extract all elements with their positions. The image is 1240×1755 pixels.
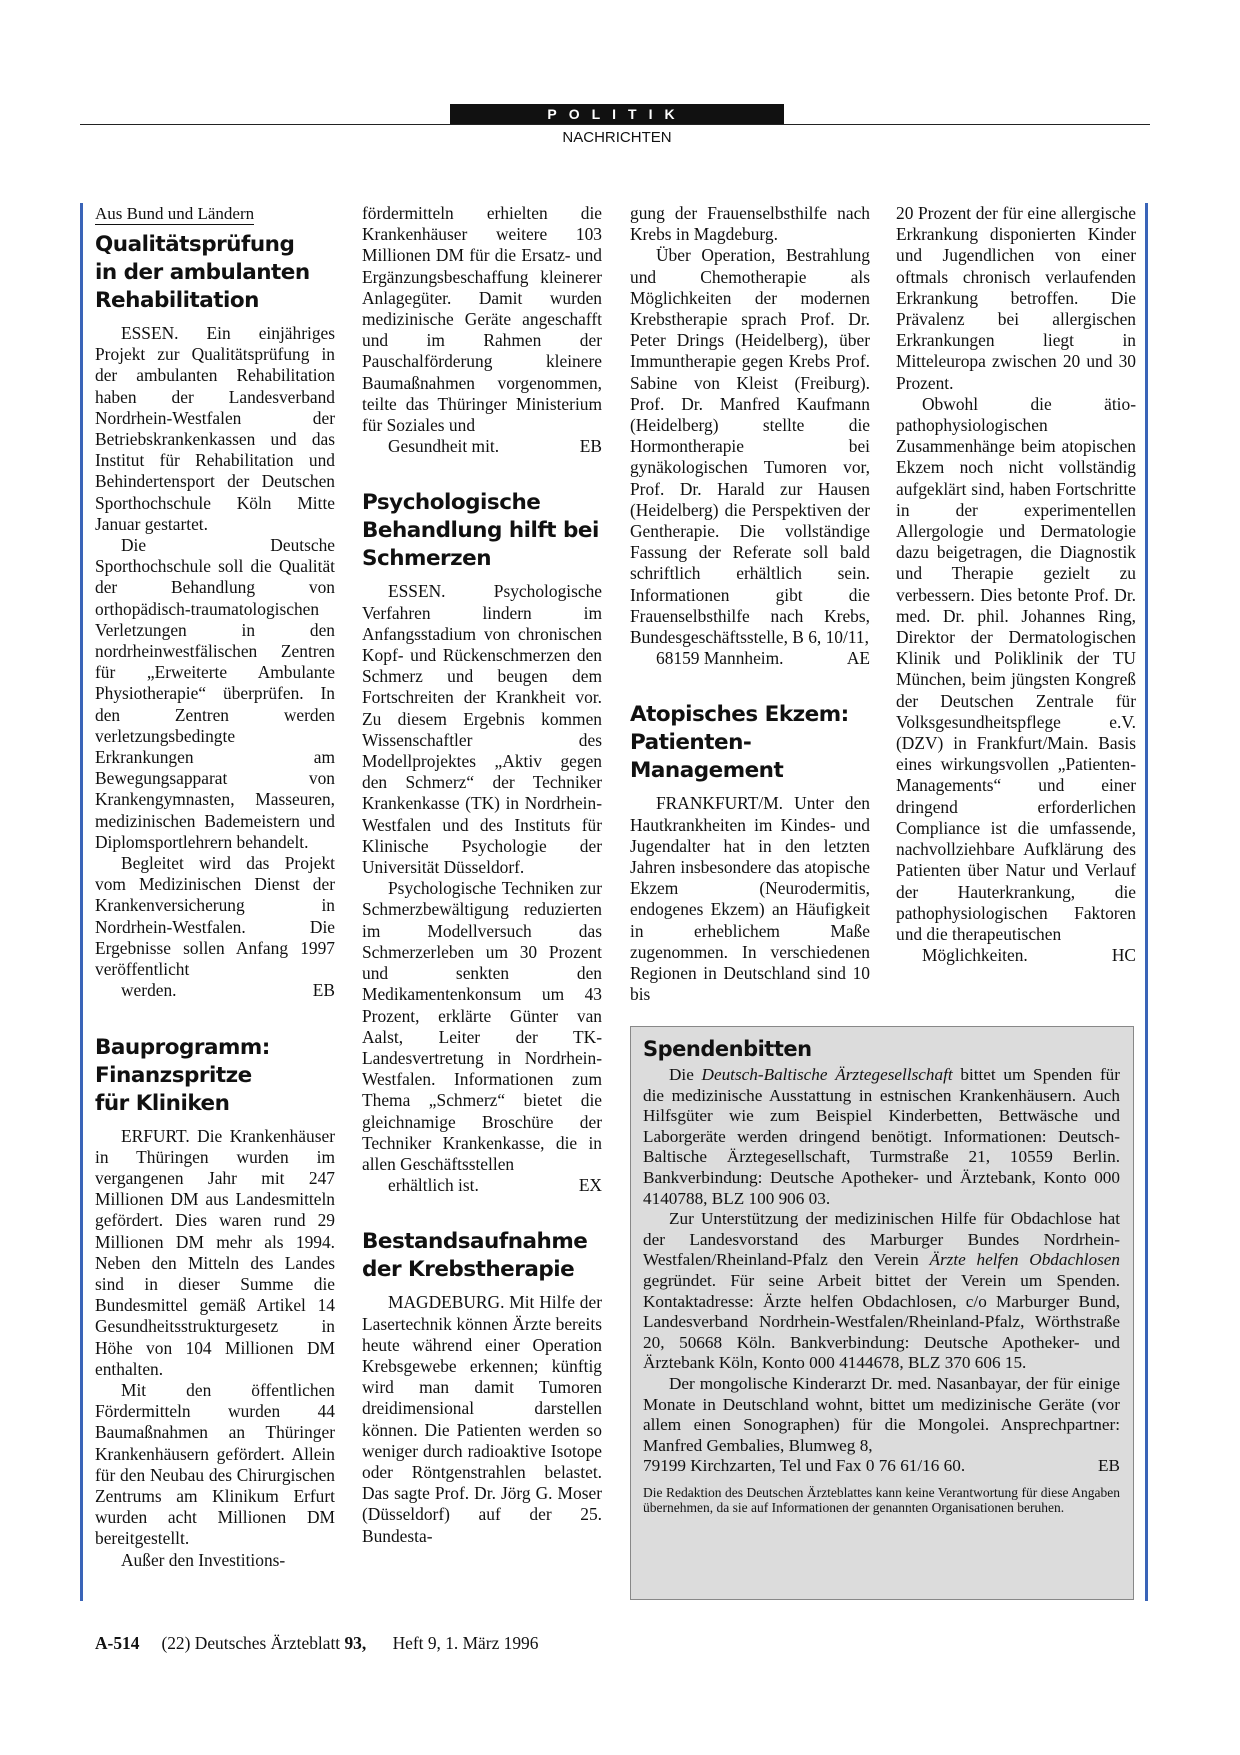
header-rule <box>80 124 1150 125</box>
author-signature: EB <box>1098 1456 1120 1476</box>
article-paragraph: 20 Prozent der für eine allergische Erkrankung disponierten Kinder und Jugendlichen von einer oftmals chronisch verlaufenden Erkrankung betroffen. Die Prävalenz bei allergischen Erkrankungen liegt in Mitteleuropa zwischen 20 und 30 Prozent. <box>896 203 1136 393</box>
box-paragraph: Zur Unterstützung der medizinischen Hilfe für Obdachlose hat der Landesvorstand des Marburger Bundes Nordrhein-Westfalen/Rheinland-Pfalz den Verein Ärzte helfen Obdachlosen gegründet. Für seine Arbeit bittet der Verein um Spenden. Kontaktadresse: Ärzte helfen Obdachlosen, c/o Marburger Bund, Landesverband Nordrhein-Westfalen/Rheinland-Pfalz, Wörthstraße 20, 50668 Köln. Bankverbindung: Deutsche Apotheker- und Ärztebank Köln, Konto 000 4144678, BLZ 370 606 15. <box>643 1209 1120 1373</box>
article-paragraph-end: 68159 Mannheim. AE <box>656 648 870 669</box>
article-paragraph: ESSEN. Ein einjähriges Projekt zur Qualitätsprüfung in der ambulanten Rehabilitation haben der Landesverband Nordrhein-Westfalen der Betriebskrankenkassen und das Institut für Rehabilitation und Behindertensport der Deutschen Sporthochschule Köln Mitte Januar gestartet. <box>95 323 335 534</box>
article-title-bauprogramm: Bauprogramm: Finanzspritze für Kliniken <box>95 1034 270 1116</box>
article-paragraph: ERFURT. Die Krankenhäuser in Thüringen wurden im vergangenen Jahr mit 247 Millionen DM aus Landesmitteln gefördert. Dies waren rund 29 Millionen DM mehr als 1994. Neben den Mitteln des Landes sind in dieser Summe die Bundesmittel gemäß Artikel 14 Gesundheitsstrukturgesetz in Höhe von 104 Millionen DM enthalten. <box>95 1125 335 1379</box>
article-paragraph: gung der Frauenselbsthilfe nach Krebs in Magdeburg. <box>630 203 870 245</box>
author-signature: HC <box>1111 945 1136 966</box>
article-title-krebstherapie: Bestandsaufnahme der Krebstherapie <box>362 1229 588 1283</box>
article-title-atopisches-ekzem: Atopisches Ekzem: Patienten-Management <box>630 702 849 784</box>
article-paragraph-end: werden. EB <box>121 980 335 1001</box>
kicker: Aus Bund und Ländern <box>95 204 255 223</box>
citation: (22) Deutsches Ärzteblatt 93, Heft 9, 1. März 1996 <box>161 1633 539 1653</box>
donation-box <box>630 1026 1134 1600</box>
author-signature: EB <box>312 980 335 1001</box>
column-marker-right <box>1145 203 1148 1601</box>
article-paragraph-end: erhältlich ist. EX <box>388 1175 602 1196</box>
article-paragraph: Die Deutsche Sporthochschule soll die Qualität der Behandlung von orthopädisch-traumatologischen Verletzungen in den nordrheinwestfälischen Zentren für „Erweiterte Ambulante Physiotherapie“ überprüfen. In den Zentren werden verletzungsbedingte Erkrankungen am Bewegungsapparat von Krankengymnasten, Masseuren, medizinischen Bademeistern und Diplomsportlehrern behandelt. <box>95 535 335 852</box>
article-paragraph: Psychologische Techniken zur Schmerzbewältigung reduzierten im Modellversuch das Schmerzerleben um 30 Prozent und senkten den Medikamentenkonsum um 43 Prozent, erklärte Günter van Aalst, Leiter der TK-Landesvertretung in Nordrhein-Westfalen. Informationen zum Thema „Schmerz“ bietet die gleichnamige Broschüre der Techniker Krankenkasse, die in allen Geschäftsstellen <box>362 878 602 1174</box>
box-disclaimer: Die Redaktion des Deutschen Ärzteblattes kann keine Verantwortung für diese Angaben übernehmen, da sie auf Informationen der genannten Organisationen beruhen. <box>643 1484 1120 1516</box>
article-title-psychologische-behandlung: Psychologische Behandlung hilft bei Schmerzen <box>362 490 599 572</box>
article-paragraph: fördermitteln erhielten die Krankenhäuser weitere 103 Millionen DM für die Ersatz- und Ergänzungsbeschaffung kleinerer Anlagegüter. Damit wurden medizinische Geräte angeschafft und im Rahmen der Pauschalförderung kleinere Baumaßnahmen vorgenommen, teilte das Thüringer Ministerium für Soziales und <box>362 203 602 436</box>
section-label: POLITIK <box>450 104 784 124</box>
page-footer <box>95 1633 538 1654</box>
article-paragraph: MAGDEBURG. Mit Hilfe der Lasertechnik können Ärzte bereits heute während einer Operation Krebsgewebe erkennen; künftig wird man damit Tumoren dreidimensional darstellen können. Die Patienten werden so weniger durch radioaktive Isotope oder Röntgenstrahlen belastet. Das sagte Prof. Dr. Jörg G. Moser (Düsseldorf) auf der 25. Bundesta- <box>362 1292 602 1546</box>
article-title-qualitaetspruefung: Qualitätsprüfung in der ambulanten Rehabilitation <box>95 232 310 313</box>
column-2 <box>362 203 602 1547</box>
box-paragraph: Die Deutsch-Baltische Ärztegesellschaft bittet um Spenden für die medizinische Ausstattung in estnischen Krankenhäusern. Auch Hilfsgüter wie zum Beispiel Kinderbetten, Bettwäsche und Laborgeräte werden dringend benötigt. Informationen: Deutsch-Baltische Ärztegesellschaft, Turmstraße 21, 10559 Berlin. Bankverbindung: Deutsche Apotheker- und Ärztebank, Konto 000 4140788, BLZ 100 906 03. <box>643 1065 1120 1208</box>
article-paragraph-end: Gesundheit mit. EB <box>388 436 602 457</box>
article-paragraph-end: Möglichkeiten. HC <box>922 945 1136 966</box>
page-number: A-514 <box>95 1633 140 1653</box>
subsection-label: NACHRICHTEN <box>562 129 672 146</box>
article-paragraph: Über Operation, Bestrahlung und Chemotherapie als Möglichkeiten der modernen Krebstherapie sprach Prof. Dr. Peter Drings (Heidelberg), über Immuntherapie gegen Krebs Prof. Sabine von Kleist (Freiburg). Prof. Dr. Manfred Kaufmann (Heidelberg) stellte die Hormontherapie bei gynäkologischen Tumoren vor, Prof. Dr. Harald zur Hausen (Heidelberg) die Perspektiven der Gentherapie. Die vollständige Fassung der Referate soll bald schriftlich erhältlich sein. Informationen gibt die Frauenselbsthilfe nach Krebs, Bundesgeschäftsstelle, B 6, 10/11, <box>630 245 870 648</box>
column-4 <box>896 203 1136 966</box>
article-paragraph: Obwohl die ätio-pathophysiologischen Zusammenhänge beim atopischen Ekzem noch nicht vollständig aufgeklärt sind, haben Fortschritte in der experimentellen Allergologie und Dermatologie dazu beigetragen, die Diagnostik und Therapie gezielt zu verbessern. Dies betonte Prof. Dr. med. Dr. phil. Johannes Ring, Direktor der Dermatologischen Klinik und Poliklinik der TU München, beim jüngsten Kongreß der Deutschen Zentrale für Volksgesundheitspflege e.V. (DZV) in Frankfurt/Main. Basis eines wirkungsvollen „Patienten-Managements“ und einer dringend erforderlichen Compliance ist die umfassende, nachvollziehbare Aufklärung des Patienten über Natur und Verlauf der Hauterkrankung, die pathophysiologischen Faktoren und die therapeutischen <box>896 393 1136 944</box>
article-paragraph: FRANKFURT/M. Unter den Hautkrankheiten im Kindes- und Jugendalter hat in den letzten Jahren insbesondere das atopische Ekzem (Neurodermitis, endogenes Ekzem) an Häufigkeit in erheblichem Maße zugenommen. In verschiedenen Regionen in Deutschland sind 10 bis <box>630 793 870 1005</box>
column-marker-left <box>80 203 83 1601</box>
column-1 <box>95 203 335 1571</box>
article-paragraph: Mit den öffentlichen Fördermitteln wurden 44 Baumaßnahmen an Thüringer Krankenhäusern gefördert. Allein für den Neubau des Chirurgischen Zentrums am Klinikum Erfurt wurden acht Millionen DM bereitgestellt. <box>95 1379 335 1549</box>
column-3 <box>630 203 870 1006</box>
box-paragraph: Der mongolische Kinderarzt Dr. med. Nasanbayar, der für einige Monate in Deutschland wohnt, bittet um medizinische Geräte (vor allem einen Sonographen) für die Mongolei. Ansprechpartner: Manfred Gembalies, Blumweg 8, <box>643 1373 1120 1455</box>
article-paragraph: Begleitet wird das Projekt vom Medizinischen Dienst der Krankenversicherung in Nordrhein-Westfalen. Die Ergebnisse sollen Anfang 1997 veröffentlicht <box>95 853 335 980</box>
author-signature: EB <box>579 436 602 457</box>
article-paragraph: ESSEN. Psychologische Verfahren lindern im Anfangsstadium von chronischen Kopf- und Rückenschmerzen den Schmerz und beugen dem Fortschreiten der Krankheit vor. Zu diesem Ergebnis kommen Wissenschaftler des Modellprojektes „Aktiv gegen den Schmerz“ der Techniker Krankenkasse (TK) in Nordrhein-Westfalen und des Instituts für Klinische Psychologie der Universität Düsseldorf. <box>362 581 602 878</box>
box-title: Spendenbitten <box>643 1037 812 1061</box>
box-paragraph-end: 79199 Kirchzarten, Tel und Fax 0 76 61/16 60. EB <box>643 1456 1120 1476</box>
article-paragraph: Außer den Investitions- <box>121 1549 286 1570</box>
author-signature: EX <box>578 1175 602 1196</box>
author-signature: AE <box>846 648 870 669</box>
